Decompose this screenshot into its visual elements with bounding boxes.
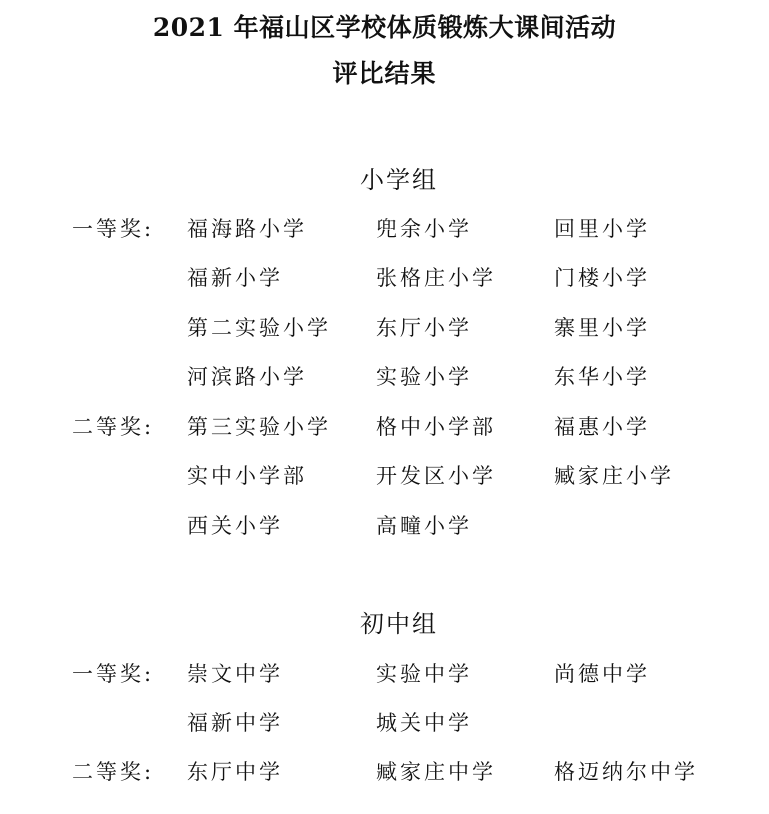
primary-group-heading: 小学组 [360, 166, 438, 194]
school-name: 臧家庄中学 [376, 760, 496, 784]
primary-second-prize-row [0, 511, 769, 541]
school-name: 臧家庄小学 [554, 464, 674, 488]
school-name: 高疃小学 [376, 514, 472, 538]
document-title: 2021 年福山区学校体质锻炼大课间活动 [152, 13, 617, 42]
school-name: 城关中学 [376, 711, 472, 735]
school-name: 张格庄小学 [376, 266, 496, 290]
school-name: 实验小学 [376, 365, 472, 389]
primary-first-prize-row [0, 362, 769, 392]
school-name: 第三实验小学 [187, 415, 331, 439]
award-label-second: 二等奖: [72, 415, 155, 439]
school-name: 兜余小学 [376, 217, 472, 241]
school-name: 东厅小学 [376, 316, 472, 340]
school-name: 福海路小学 [187, 217, 307, 241]
award-label-first: 一等奖: [72, 217, 155, 241]
school-name: 东厅中学 [187, 760, 283, 784]
school-name: 福惠小学 [554, 415, 650, 439]
school-name: 实中小学部 [187, 464, 307, 488]
primary-first-prize-row [0, 214, 769, 244]
award-label-second: 二等奖: [72, 760, 155, 784]
middle-group-heading: 初中组 [360, 610, 438, 638]
primary-second-prize-row [0, 412, 769, 442]
primary-second-prize-row [0, 461, 769, 491]
document-subtitle: 评比结果 [332, 59, 437, 88]
middle-first-prize-row [0, 659, 769, 689]
school-name: 格迈纳尔中学 [554, 760, 698, 784]
school-name: 寨里小学 [554, 316, 650, 340]
school-name: 西关小学 [187, 514, 283, 538]
school-name: 开发区小学 [376, 464, 496, 488]
primary-first-prize-row [0, 263, 769, 293]
middle-second-prize-row [0, 757, 769, 787]
school-name: 门楼小学 [554, 266, 650, 290]
school-name: 福新中学 [187, 711, 283, 735]
award-label-first: 一等奖: [72, 662, 155, 686]
middle-first-prize-row [0, 708, 769, 738]
school-name: 东华小学 [554, 365, 650, 389]
school-name: 回里小学 [554, 217, 650, 241]
school-name: 河滨路小学 [187, 365, 307, 389]
primary-first-prize-row [0, 313, 769, 343]
school-name: 崇文中学 [187, 662, 283, 686]
school-name: 福新小学 [187, 266, 283, 290]
school-name: 格中小学部 [376, 415, 496, 439]
school-name: 实验中学 [376, 662, 472, 686]
school-name: 尚德中学 [554, 662, 650, 686]
school-name: 第二实验小学 [187, 316, 331, 340]
